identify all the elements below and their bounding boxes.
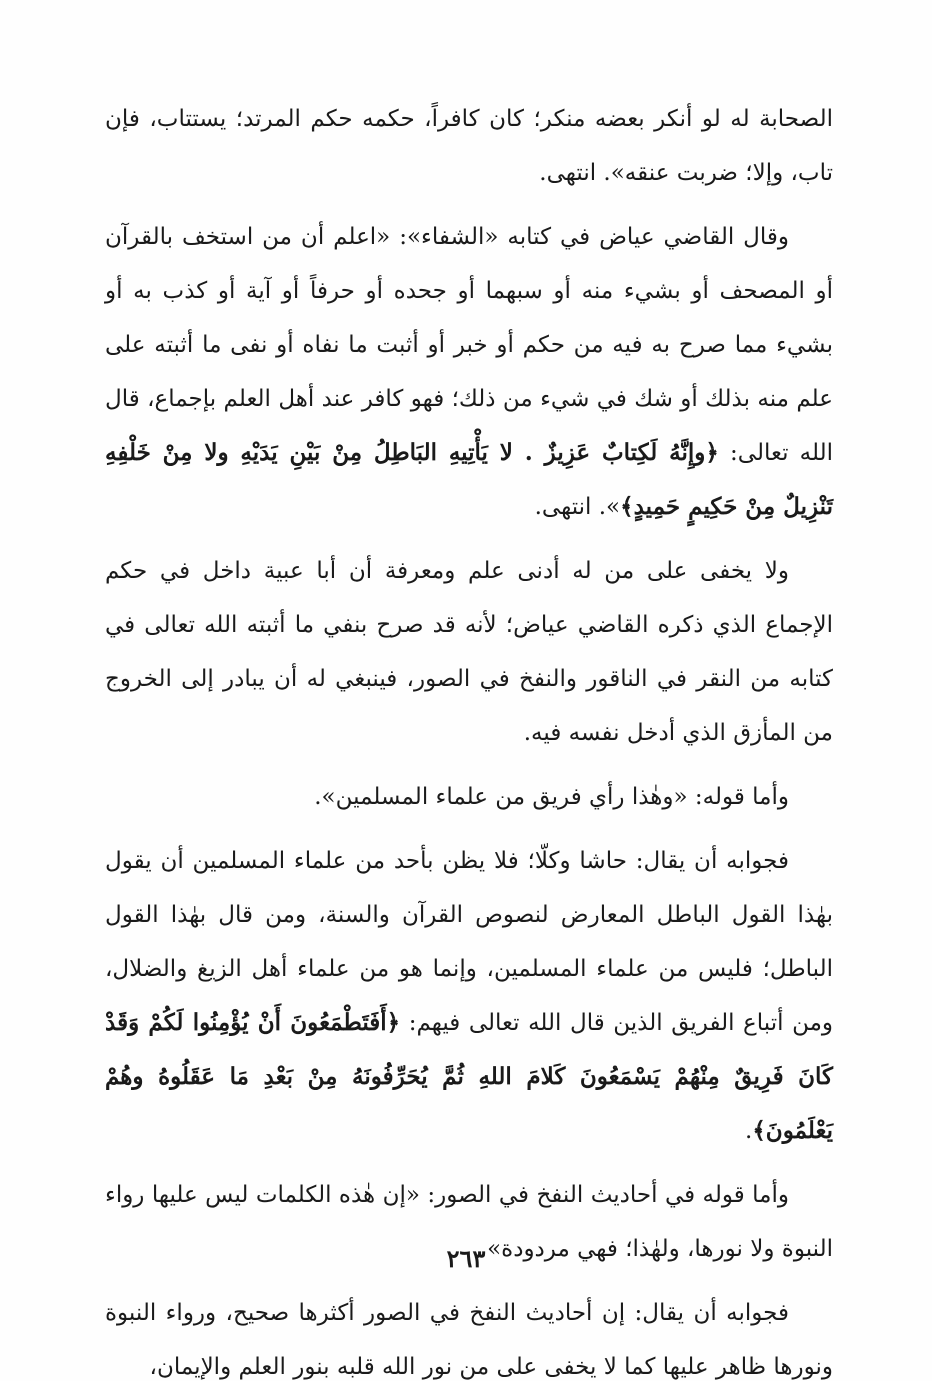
- paragraph-7: [105, 1286, 833, 1394]
- paragraph-4-text: وأما قوله: «وهٰذا رأي فريق من علماء المسلمين».: [314, 784, 789, 810]
- paragraph-5-end: .: [745, 1118, 753, 1144]
- quran-verse: ﴿وإِنَّهُ لَكِتابٌ عَزِيزٌ . لا يَأْتِيهِ البَاطِلُ مِنْ بَيْنِ يَدَيْهِ ولا مِنْ خَلْفِهِ تَنْزِيلٌ مِنْ حَكِيمٍ حَمِيدٍ﴾: [105, 439, 833, 520]
- paragraph-2-end: ». انتهى.: [534, 494, 621, 520]
- paragraph-2: [105, 210, 833, 534]
- paragraph-3: [105, 544, 833, 760]
- body-text: [105, 92, 833, 1394]
- paragraph-6-text: وأما قوله في أحاديث النفخ في الصور: «إن هٰذه الكلمات ليس عليها رواء النبوة ولا نورها، ولهٰذا؛ فهي مردودة».: [105, 1182, 833, 1262]
- paragraph-4: [105, 770, 833, 824]
- paragraph-2-text: وقال القاضي عياض في كتابه «الشفاء»: «اعلم أن من استخف بالقرآن أو المصحف أو بشيء منه أو سبهما أو جحده أو حرفاً أو آية أو كذب به أو بشيء مما صرح به فيه من حكم أو خبر أو أثبت ما نفاه أو نفى ما أثبته على علم منه بذلك أو شك في شيء من ذلك؛ فهو كافر عند أهل العلم بإجماع، قال الله تعالى:: [105, 224, 833, 466]
- paragraph-3-text: ولا يخفى على من له أدنى علم ومعرفة أن أبا عبية داخل في حكم الإجماع الذي ذكره القاضي عياض؛ لأنه قد صرح بنفي ما أثبته الله تعالى في كتابه من النقر في الناقور والنفخ في الصور، فينبغي له أن يبادر إلى الخروج من المأزق الذي أدخل نفسه فيه.: [105, 558, 833, 746]
- paragraph-1: [105, 92, 833, 200]
- paragraph-5-text: فجوابه أن يقال: حاشا وكلّا؛ فلا يظن بأحد من علماء المسلمين أن يقول بهٰذا القول الباطل المعارض لنصوص القرآن والسنة، ومن قال بهٰذا القول الباطل؛ فليس من علماء المسلمين، وإنما هو من علماء أهل الزيغ والضلال، ومن أتباع الفريق الذين قال الله تعالى فيهم:: [105, 848, 834, 1036]
- paragraph-5: [105, 834, 833, 1158]
- quran-verse: ﴿أَفَتَطْمَعُونَ أَنْ يُؤْمِنُوا لَكُمْ وَقَدْ كَانَ فَرِيقٌ مِنْهُمْ يَسْمَعُونَ كَلامَ اللهِ ثُمَّ يُحَرِّفُونَهُ مِنْ بَعْدِ مَا عَقَلُوهُ وهُمْ يَعْلَمُونَ﴾: [105, 1009, 833, 1144]
- paragraph-7-text: فجوابه أن يقال: إن أحاديث النفخ في الصور أكثرها صحيح، ورواء النبوة ونورها ظاهر عليها كما لا يخفى على من نور الله قلبه بنور العلم والإيمان،: [105, 1300, 833, 1380]
- paragraph-1-text: الصحابة له لو أنكر بعضه منكر؛ كان كافراً، حكمه حكم المرتد؛ يستتاب، فإن تاب، وإلا؛ ضربت عنقه». انتهى.: [105, 106, 833, 186]
- page-number: ٢٦٣: [446, 1244, 486, 1273]
